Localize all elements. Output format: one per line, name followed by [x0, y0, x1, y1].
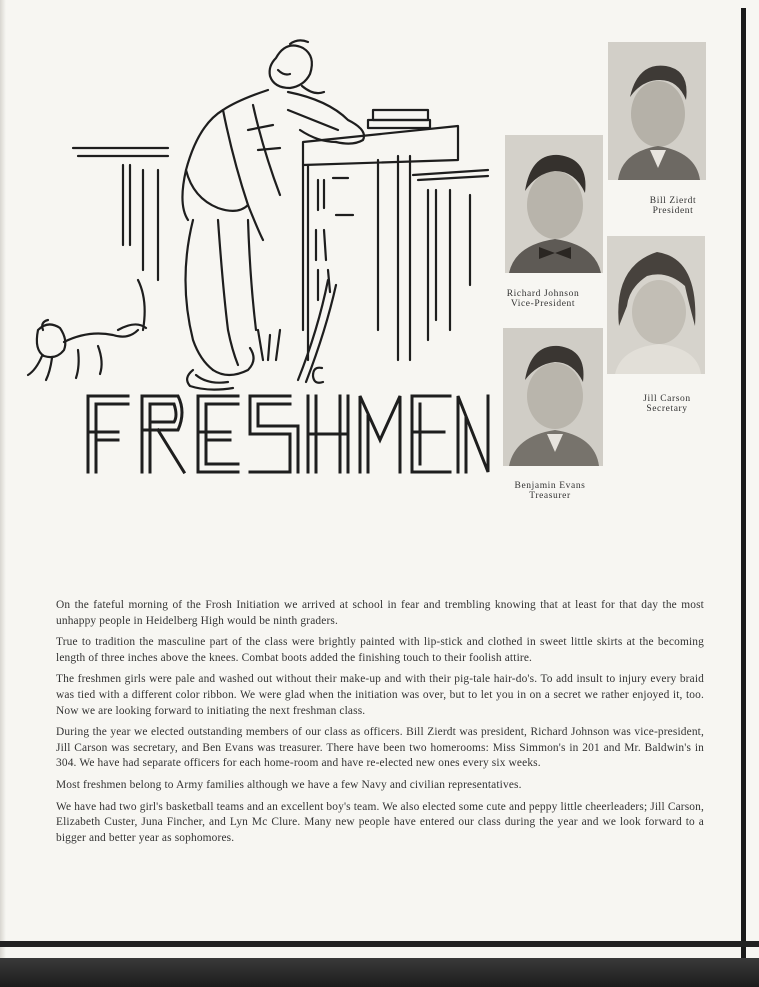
officer-title: Secretary	[646, 404, 688, 414]
portrait-benjamin-evans	[503, 328, 603, 466]
photo-placeholder	[503, 328, 603, 466]
page-bottom-rule	[0, 941, 759, 947]
officer-title: Vice-President	[510, 299, 576, 309]
paragraph: Most freshmen belong to Army families although we have a few Navy and civilian representatives.	[56, 778, 522, 791]
portrait-bill-zierdt	[608, 42, 706, 180]
officer-name: Jill Carson	[643, 394, 691, 404]
officer-name: Benjamin Evans	[514, 481, 586, 491]
caption-jill-carson	[607, 394, 727, 414]
paragraph: The freshmen girls were pale and washed out without their make-up and with their pig-tale hair-do's. To add insult to injury every braid was tied with a different color ribbon. We were glad when the initiation was over, but to let you in on a secret we rather enjoyed it, too. Now we are looking forward to initiating the next freshman class.	[56, 673, 704, 717]
officer-name: Bill Zierdt	[649, 196, 697, 206]
caption-richard-johnson	[488, 289, 598, 309]
page-bottom-band	[0, 958, 759, 987]
photo-placeholder	[608, 42, 706, 180]
officer-title: Treasurer	[529, 491, 571, 501]
freshman-cartoon-illustration	[18, 30, 493, 480]
paragraph: On the fateful morning of the Frosh Initiation we arrived at school in fear and trembling knowing that at least for that day the most unhappy people in Heidelberg High would be ninth graders.	[56, 599, 704, 627]
class-history-text	[56, 598, 704, 852]
portrait-richard-johnson	[505, 135, 603, 273]
page-binding-edge	[0, 0, 6, 987]
officer-title: President	[652, 206, 694, 216]
paragraph: True to tradition the masculine part of the class were brightly painted with lip-stick and clothed in sweet little skirts at the becoming length of three inches above the knees. Combat boots added the finishing touch to their foolish attire.	[56, 636, 704, 664]
page-right-border	[741, 8, 746, 963]
officer-name: Richard Johnson	[506, 289, 580, 299]
portrait-jill-carson	[607, 236, 705, 374]
photo-placeholder	[607, 236, 705, 374]
photo-placeholder	[505, 135, 603, 273]
paragraph: We have had two girl's basketball teams and an excellent boy's team. We also elected some cute and peppy little cheerleaders; Jill Carson, Elizabeth Custer, Juna Fincher, and Lyn Mc Clure. Many new people have entered our class during the year and we look forward to a bigger and better year as sophomores.	[56, 800, 704, 844]
caption-benjamin-evans	[495, 481, 605, 501]
cartoon-drawing	[18, 30, 493, 480]
paragraph: During the year we elected outstanding members of our class as officers. Bill Zierdt was president, Richard Johnson was vice-president, Jill Carson was secretary, and Ben Evans was treasurer. There have been two homerooms: Miss Simmon's in 201 and Mr. Baldwin's in 304. We have had separate officers for each home-room and have re-elected new ones every six weeks.	[56, 726, 704, 770]
caption-bill-zierdt	[608, 196, 738, 216]
